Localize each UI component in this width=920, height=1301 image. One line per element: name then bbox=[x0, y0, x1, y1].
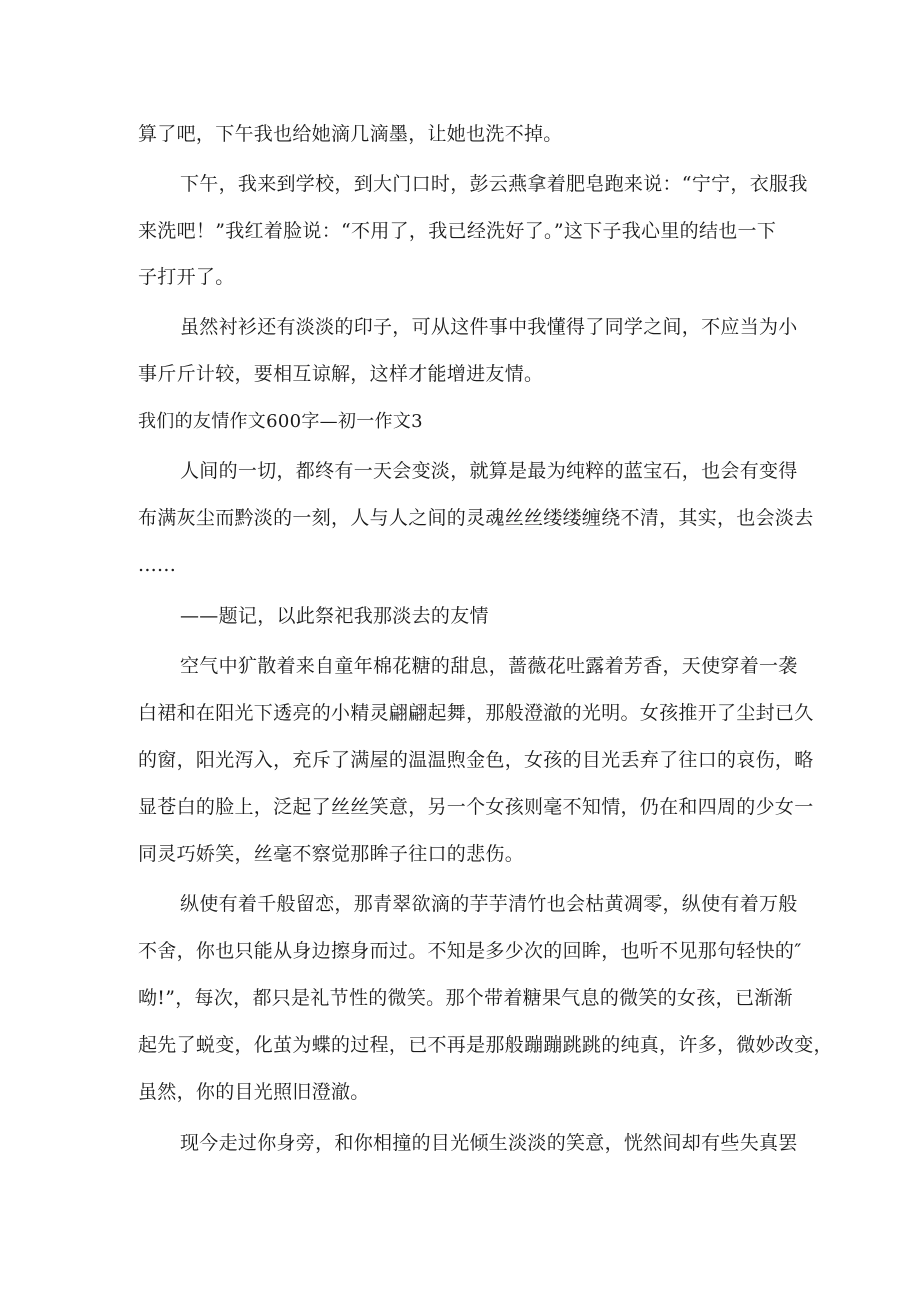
section-heading: 我们的友情作文600字—初一作文3 bbox=[138, 411, 423, 432]
paragraph-line: 虽然衬衫还有淡淡的印子，可从这件事中我懂得了同学之间，不应当为小 bbox=[180, 316, 798, 338]
paragraph-line: ...... bbox=[138, 554, 177, 576]
paragraph-line: 呦!”，每次，都只是礼节性的微笑。那个带着糖果气息的微笑的女孩，已渐渐 bbox=[138, 987, 793, 1009]
paragraph-line: 虽然，你的目光照旧澄澈。 bbox=[138, 1081, 370, 1103]
paragraph-line: 的窗，阳光泻入，充斥了满屋的温温煦金色，女孩的目光丢弃了往口的哀伤，略 bbox=[138, 749, 814, 771]
paragraph-line: 白裙和在阳光下透亮的小精灵翩翩起舞，那般澄澈的光明。女孩推开了尘封已久 bbox=[138, 702, 814, 724]
paragraph-line: 起先了蜕变，化茧为蝶的过程，已不再是那般蹦蹦跳跳的纯真，许多，微妙改变， bbox=[138, 1034, 833, 1056]
paragraph-line: 显苍白的脸上，泛起了丝丝笑意，另一个女孩则毫不知情，仍在和四周的少女一 bbox=[138, 796, 814, 818]
paragraph-line: 来洗吧！”我红着脸说：“不用了，我已经洗好了。”这下子我心里的结也一下 bbox=[138, 220, 777, 242]
paragraph-line: 下午，我来到学校，到大门口时，彭云燕拿着肥皂跑来说：“宁宁，衣服我 bbox=[180, 173, 808, 195]
paragraph-line: 子打开了。 bbox=[138, 266, 235, 288]
epigraph-line: ——题记，以此祭祀我那淡去的友情 bbox=[180, 605, 489, 627]
paragraph-line: 纵使有着千般留恋，那青翠欲滴的芋芋清竹也会枯黄凋零，纵使有着万般 bbox=[180, 893, 798, 915]
paragraph-line: 算了吧，下午我也给她滴几滴墨，让她也洗不掉。 bbox=[138, 123, 563, 145]
paragraph-line: 空气中犷散着来自童年棉花糖的甜息，蔷薇花吐露着芳香，天使穿着一袭 bbox=[180, 655, 798, 677]
paragraph-line: 同灵巧娇笑，丝毫不察觉那眸子往口的悲伤。 bbox=[138, 843, 525, 865]
paragraph-line: 不舍，你也只能从身边擦身而过。不知是多少次的回眸，也听不见那句轻快的″ bbox=[138, 940, 802, 962]
paragraph-line: 布满灰尘而黔淡的一刻，人与人之间的灵魂丝丝缕缕缠绕不清，其实，也会淡去 bbox=[138, 507, 814, 529]
paragraph-line: 现今走过你身旁，和你相撞的目光倾生淡淡的笑意，恍然间却有些失真罢 bbox=[180, 1132, 798, 1154]
paragraph-line: 事斤斤计较，要相互谅解，这样才能增进友情。 bbox=[138, 363, 544, 385]
paragraph-line: 人间的一切，都终有一天会变淡，就算是最为纯粹的蓝宝石，也会有变得 bbox=[180, 460, 798, 482]
